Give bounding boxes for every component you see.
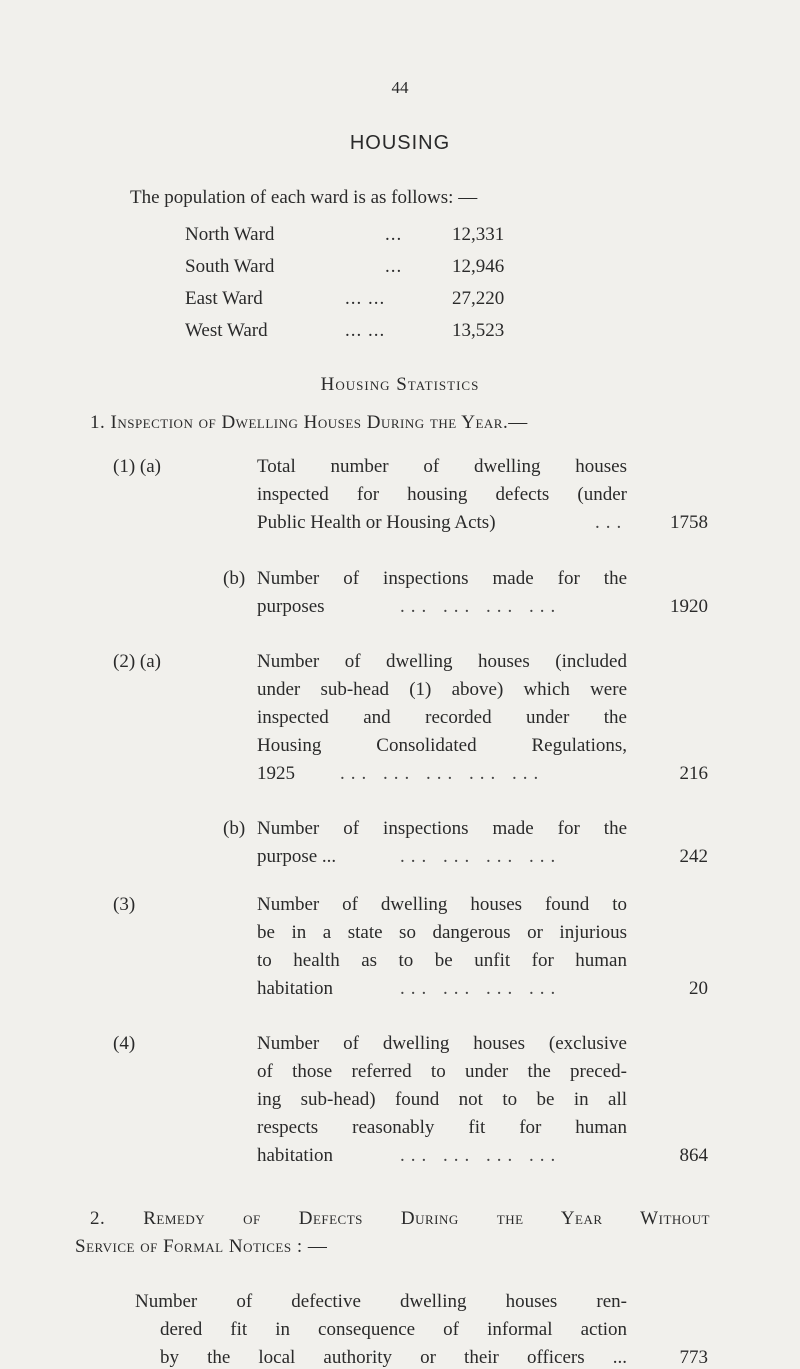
item-value: 242	[679, 846, 708, 867]
item-line: respects reasonably fit for human	[257, 1117, 627, 1138]
item-line: Number of dwelling houses (exclusive	[257, 1033, 627, 1054]
item-value: 1758	[670, 512, 708, 533]
section-2-line: by the local authority or their officers ...	[160, 1347, 627, 1368]
statistics-heading: Housing Statistics	[320, 374, 480, 395]
item-value: 216	[679, 763, 708, 784]
ward-row	[185, 224, 565, 248]
item-line: Number of inspections made for the	[257, 568, 627, 589]
section-2-line: dered fit in consequence of informal action	[160, 1319, 627, 1340]
section-2-title-cont: Service of Formal Notices : —	[75, 1236, 328, 1257]
ward-name: East Ward	[185, 288, 263, 309]
item-line: of those referred to under the preced-	[257, 1061, 627, 1082]
ward-population: 12,946	[452, 256, 505, 277]
leader-dots: ...	[385, 224, 403, 245]
leader-dots: ... ...	[345, 288, 386, 309]
ward-name: West Ward	[185, 320, 268, 341]
item-label: (b)	[223, 568, 246, 589]
section-1-title: 1. Inspection of Dwelling Houses During the Year.—	[90, 412, 528, 433]
intro-text: The population of each ward is as follows: —	[130, 187, 478, 208]
ward-row	[185, 288, 565, 312]
item-line: Number of dwelling houses found to	[257, 894, 627, 915]
item-value: 1920	[670, 596, 708, 617]
leader-dots: ... ... ... ...	[400, 1145, 562, 1166]
item-line: to health as to be unfit for human	[257, 950, 627, 971]
item-line: purposes	[257, 596, 325, 617]
item-line: purpose ...	[257, 846, 337, 867]
item-line: Public Health or Housing Acts)	[257, 512, 496, 533]
item-line: habitation	[257, 1145, 333, 1166]
page-number: 44	[391, 78, 409, 97]
leader-dots: ... ... ... ... ...	[340, 763, 545, 784]
ward-population: 13,523	[452, 320, 505, 341]
section-2-title: 2. Remedy of Defects During the Year Without	[90, 1208, 710, 1229]
item-label: (4)	[113, 1033, 136, 1054]
item-line: Housing Consolidated Regulations,	[257, 735, 627, 756]
section-2-line: Number of defective dwelling houses ren-	[135, 1291, 627, 1312]
item-label: (3)	[113, 894, 136, 915]
ward-row	[185, 256, 565, 280]
ward-population: 12,331	[452, 224, 505, 245]
leader-dots: ... ... ... ...	[400, 978, 562, 999]
section-2-value: 773	[679, 1347, 708, 1368]
leader-dots: ...	[595, 512, 628, 533]
leader-dots: ... ... ... ...	[400, 596, 562, 617]
ward-row	[185, 320, 565, 344]
item-line: be in a state so dangerous or injurious	[257, 922, 627, 943]
leader-dots: ...	[385, 256, 403, 277]
leader-dots: ... ... ... ...	[400, 846, 562, 867]
item-line: Total number of dwelling houses	[257, 456, 627, 477]
ward-population: 27,220	[452, 288, 505, 309]
item-line: 1925	[257, 763, 295, 784]
page-title: HOUSING	[349, 132, 451, 154]
item-label: (b)	[223, 818, 246, 839]
ward-name: South Ward	[185, 256, 275, 277]
item-label: (2) (a)	[113, 651, 161, 672]
item-line: habitation	[257, 978, 333, 999]
leader-dots: ... ...	[345, 320, 386, 341]
item-line: under sub-head (1) above) which were	[257, 679, 627, 700]
item-line: ing sub-head) found not to be in all	[257, 1089, 627, 1110]
item-line: inspected for housing defects (under	[257, 484, 627, 505]
item-value: 864	[679, 1145, 708, 1166]
item-line: Number of dwelling houses (included	[257, 651, 627, 672]
item-value: 20	[689, 978, 708, 999]
item-label: (1) (a)	[113, 456, 161, 477]
ward-name: North Ward	[185, 224, 275, 245]
item-line: Number of inspections made for the	[257, 818, 627, 839]
item-line: inspected and recorded under the	[257, 707, 627, 728]
